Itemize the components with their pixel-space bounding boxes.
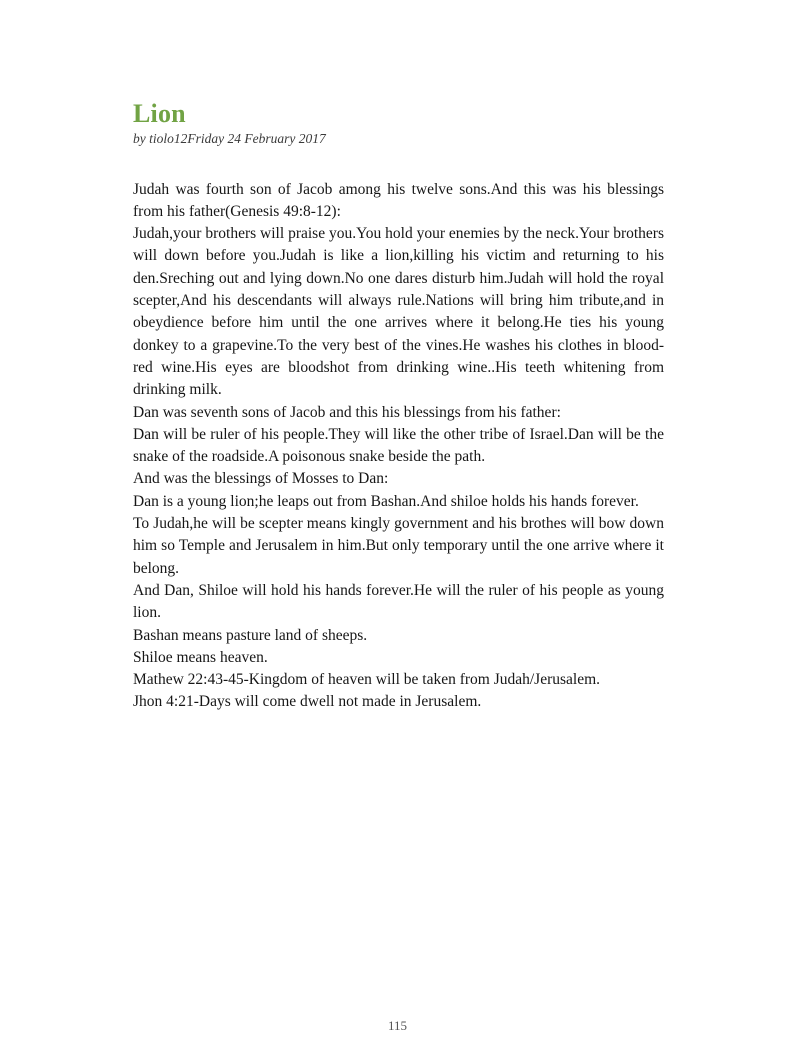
paragraph: Shiloe means heaven. [133, 648, 268, 666]
document-page [133, 100, 664, 714]
paragraph: Judah was fourth son of Jacob among his twelve sons.And this was his blessings from his father(Genesis 49:8-12): [133, 180, 664, 220]
paragraph: Bashan means pasture land of sheeps. [133, 626, 368, 644]
paragraph: Judah,your brothers will praise you.You hold your enemies by the neck.Your brothers will down before you.Judah is like a lion,killing his victim and returning to his den.Sreching out and lying down.No one dares disturb him.Judah will hold the royal scepter,And his descendants will always rule.Nations will bring him tribute,and in obeydience before him until the one arrives where it belong.He ties his young donkey to a grapevine.To the very best of the vines.He washes his clothes in blood-red wine.His eyes are bloodshot from drinking wine..His teeth whitening from drinking milk. [133, 225, 664, 399]
paragraph: Dan is a young lion;he leaps out from Bashan.And shiloe holds his hands forever. [133, 492, 639, 510]
paragraph: To Judah,he will be scepter means kingly government and his brothes will bow down him so Temple and Jerusalem in him.But only temporary until the one arrive where it belong. [133, 515, 664, 577]
paragraph: And Dan, Shiloe will hold his hands forever.He will the ruler of his people as young lion. [133, 581, 664, 622]
paragraph: Dan will be ruler of his people.They will like the other tribe of Israel.Dan will be the snake of the roadside.A poisonous snake beside the path. [133, 425, 664, 466]
paragraph: Dan was seventh sons of Jacob and this his blessings from his father: [133, 403, 561, 421]
page-title: Lion [133, 99, 186, 128]
page-number: 115 [387, 1018, 408, 1033]
paragraph: And was the blessings of Mosses to Dan: [133, 470, 389, 488]
paragraph: Mathew 22:43-45-Kingdom of heaven will be taken from Judah/Jerusalem. [133, 671, 601, 689]
paragraph: Jhon 4:21-Days will come dwell not made in Jerusalem. [133, 693, 482, 711]
article-body [133, 179, 664, 714]
byline: by tiolo12Friday 24 February 2017 [133, 130, 326, 146]
